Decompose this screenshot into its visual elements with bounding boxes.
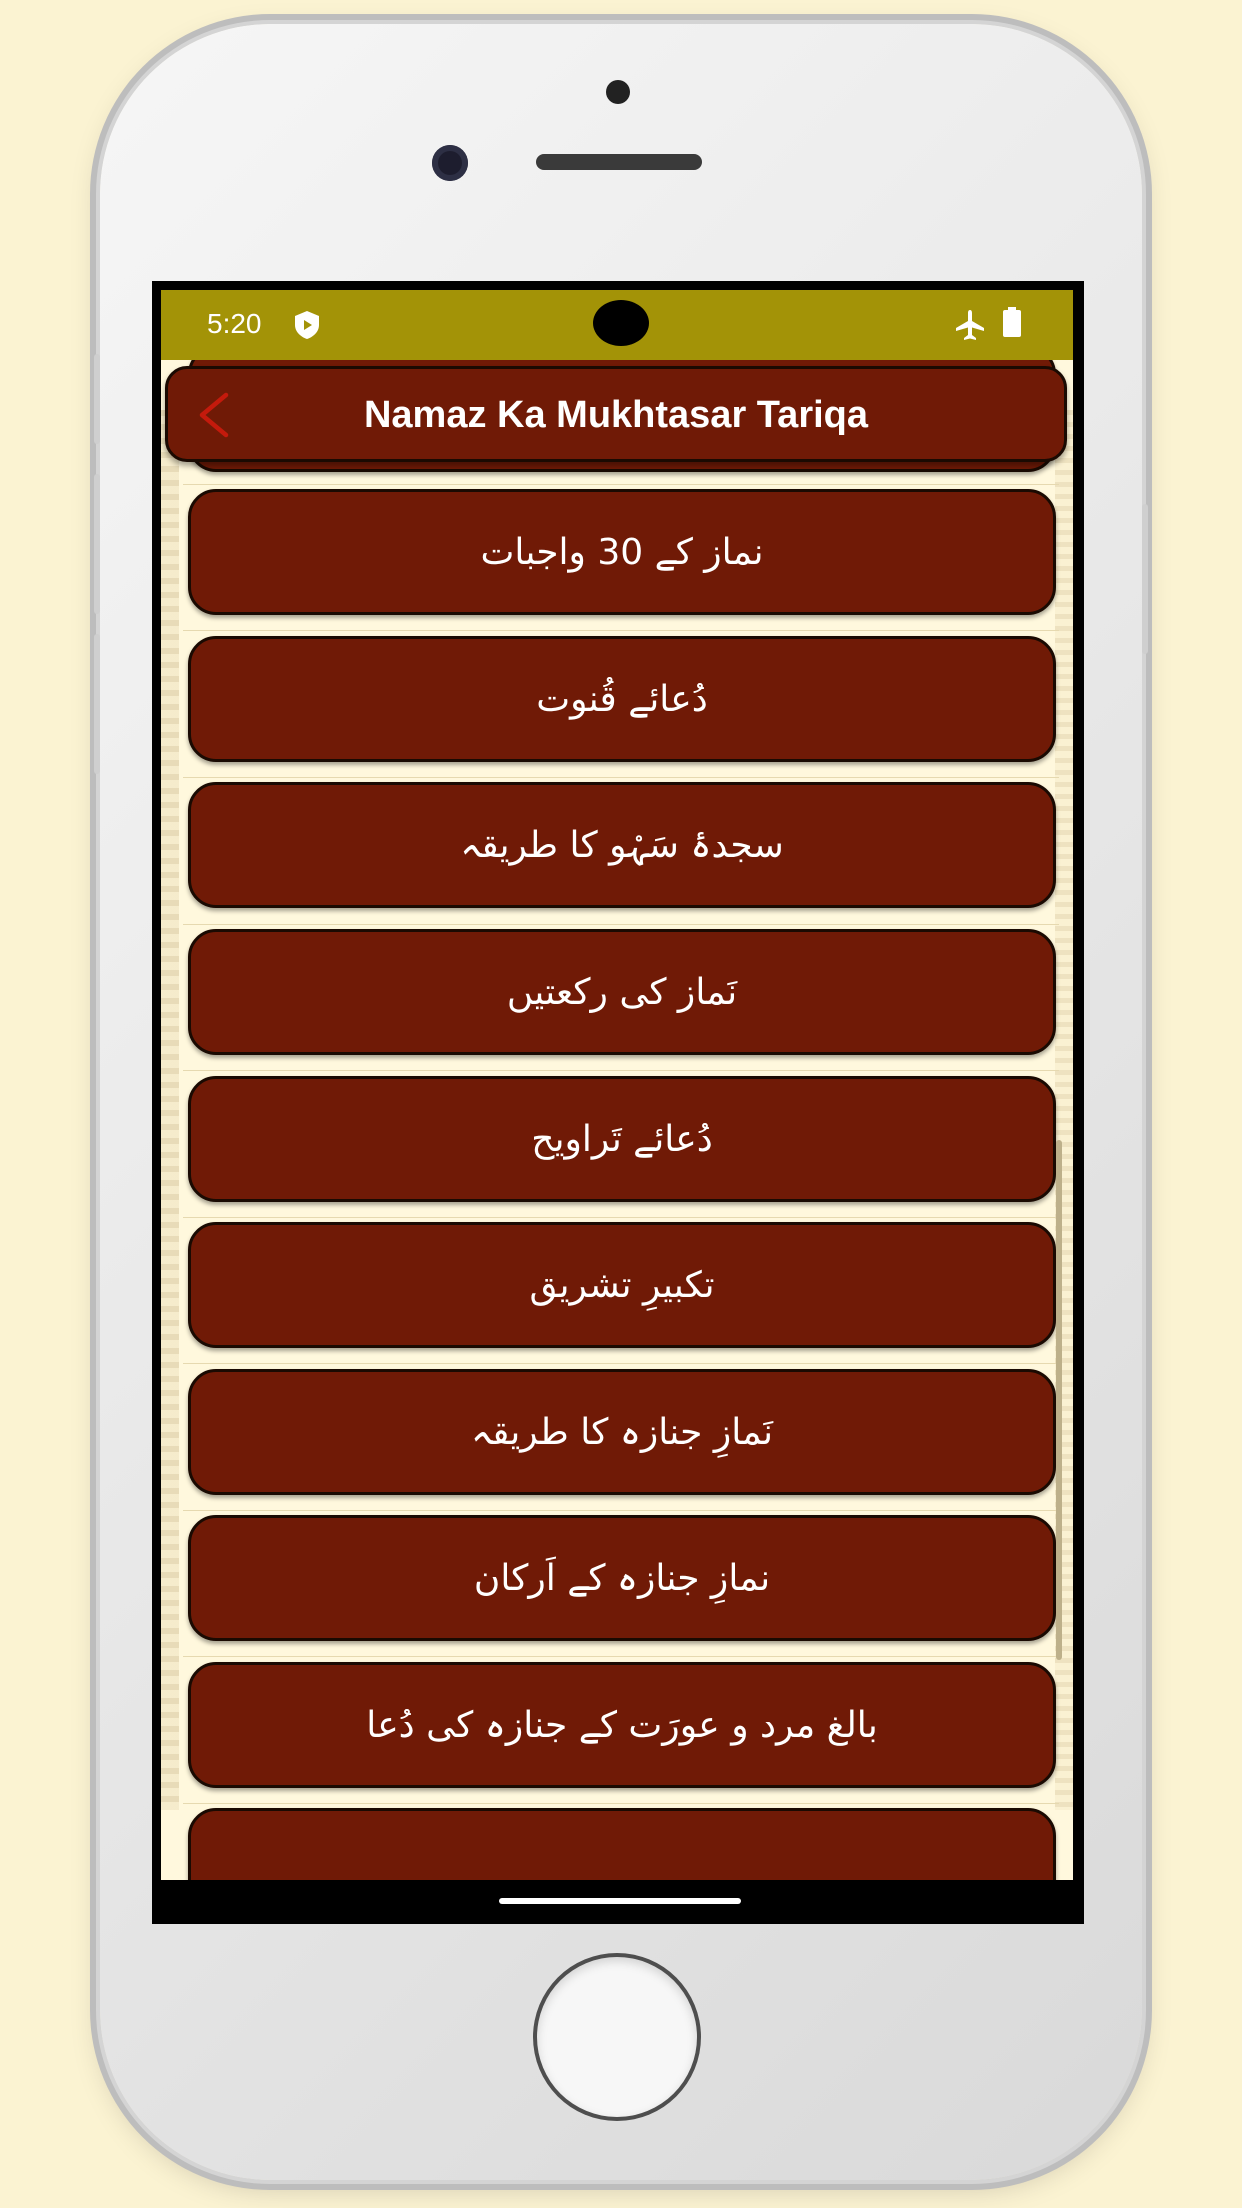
home-button[interactable] [537, 1957, 697, 2117]
earpiece-speaker [536, 154, 702, 170]
list-item[interactable] [188, 1369, 1056, 1495]
divider [183, 1363, 1059, 1364]
divider [183, 1510, 1059, 1511]
camera-cutout [593, 300, 649, 346]
status-time: 5:20 [207, 308, 262, 339]
page-title: Namaz Ka Mukhtasar Tariqa [363, 394, 869, 436]
list-item[interactable] [188, 1662, 1056, 1788]
list-item-label: نَماز کی رکعتیں [506, 971, 738, 1013]
divider [183, 1070, 1059, 1071]
list-item[interactable] [188, 1222, 1056, 1348]
home-indicator[interactable] [499, 1898, 741, 1904]
topics-list[interactable] [161, 360, 1073, 1862]
divider [183, 484, 1059, 485]
front-camera-icon [432, 145, 468, 181]
list-item-label: نمازِ جنازہ کے اَرکان [473, 1557, 771, 1599]
shield-play-icon [293, 310, 321, 340]
status-bar [161, 290, 1073, 360]
divider [183, 1217, 1059, 1218]
list-item[interactable] [188, 489, 1056, 615]
list-item-label: نماز کے 30 واجبات [480, 531, 764, 573]
app-screen [161, 290, 1073, 1880]
divider [183, 1803, 1059, 1804]
list-item-label: دُعائے قُنوت [536, 678, 708, 720]
list-item-label: بالغ مرد و عورَت کے جنازہ کی دُعا [366, 1704, 878, 1746]
proximity-sensor [606, 80, 630, 104]
app-bar [165, 366, 1067, 462]
scrollbar[interactable] [1056, 1140, 1062, 1660]
list-item[interactable] [188, 1808, 1056, 1880]
divider [183, 924, 1059, 925]
divider [183, 777, 1059, 778]
list-item-label: نَمازِ جنازہ کا طریقہ [470, 1411, 774, 1453]
list-item[interactable] [188, 782, 1056, 908]
list-item-label: تکبیرِ تشریق [529, 1264, 715, 1306]
list-item[interactable] [188, 1515, 1056, 1641]
battery-icon [1003, 307, 1021, 337]
list-item[interactable] [188, 1076, 1056, 1202]
power-button [1142, 504, 1148, 654]
list-item-label: سجدۂ سَہْو کا طریقہ [460, 824, 784, 866]
volume-button [94, 634, 100, 774]
divider [183, 630, 1059, 631]
volume-button [94, 354, 100, 444]
divider [183, 1656, 1059, 1657]
list-item[interactable] [188, 636, 1056, 762]
list-item-label: دُعائے تَراویح [531, 1118, 713, 1160]
volume-button [94, 474, 100, 614]
airplane-icon [953, 308, 987, 342]
list-item[interactable] [188, 929, 1056, 1055]
